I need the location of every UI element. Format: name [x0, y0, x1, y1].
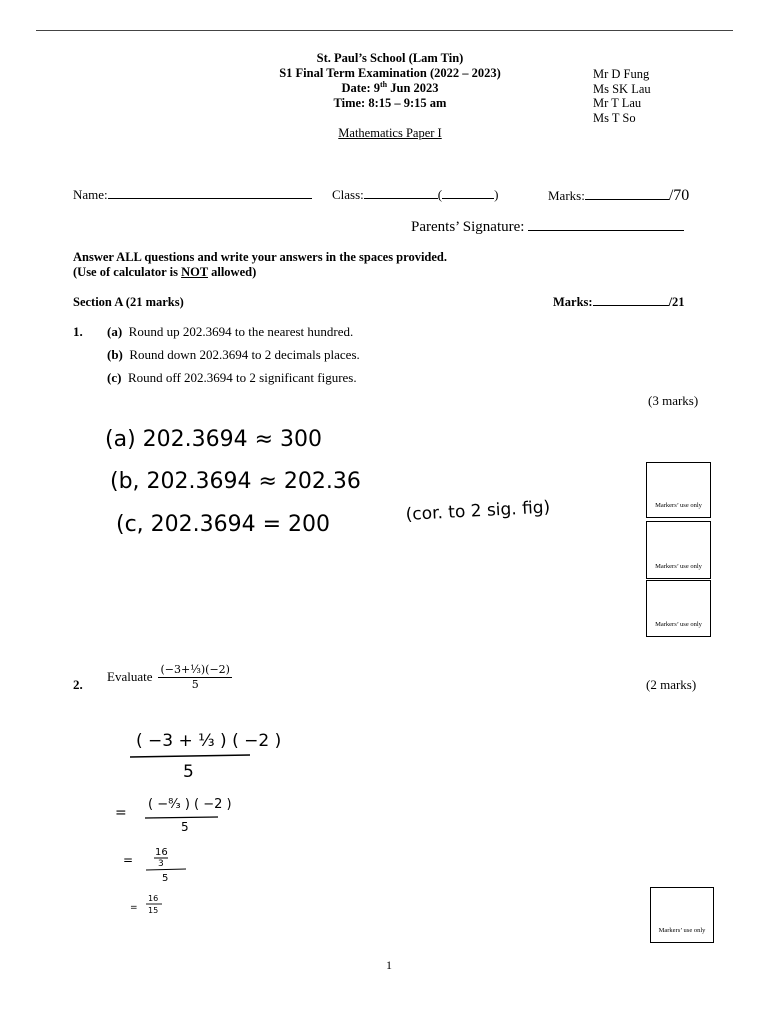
paper-title: Mathematics Paper I [338, 126, 442, 140]
q2-step2-bar [145, 817, 218, 818]
name-field: Name: [73, 187, 312, 203]
q2-step3-den: 5 [162, 873, 169, 884]
q2-step4-eq: = [130, 903, 138, 913]
q2-marks: (2 marks) [646, 677, 697, 692]
q1-number: 1. [73, 324, 83, 339]
exam-title: S1 Final Term Examination (2022 – 2023) [279, 66, 501, 80]
q2-step1-num: ( −3 + ⅓ ) ( −2 ) [136, 731, 282, 751]
q1-part-a: (a) Round up 202.3694 to the nearest hundred. [107, 324, 354, 339]
q2-step3-num-bottom: 3 [158, 859, 164, 869]
q1-marks: (3 marks) [648, 393, 699, 408]
q2-expression: $\frac{\text{(−3+⅓)(−2)}}{5}$ [160, 663, 230, 691]
teacher-name: Mr T Lau [593, 96, 642, 110]
q1-answer-c: (c, 202.3694 = 200 [116, 512, 331, 537]
teacher-name: Ms T So [593, 110, 636, 125]
q2-step3-bar [146, 869, 186, 870]
teacher-name: Ms SK Lau [593, 81, 651, 96]
exam-date: Date: 9th Jun 2023 [341, 80, 439, 95]
q1-answer-c-note: (cor. to 2 sig. fig) [405, 497, 551, 525]
school-name: St. Paul’s School (Lam Tin) [316, 51, 464, 65]
q2-step1-bar [130, 755, 250, 757]
q2-step4-den: 15 [148, 906, 159, 915]
q2-step4-num: 16 [148, 894, 159, 903]
exam-time: Time: 8:15 – 9:15 am [333, 96, 447, 110]
teacher-name: Mr D Fung [593, 67, 650, 81]
q2-prompt: Evaluate $\frac{\text{(−3+⅓)(−2)}}{5}$ [107, 663, 230, 691]
q2-step2-num: ( −⁸⁄₃ ) ( −2 ) [148, 797, 232, 812]
markers-box[interactable]: Markers’ use only [646, 521, 711, 579]
q1-part-b: (b) Round down 202.3694 to 2 decimals places. [107, 347, 360, 362]
signature-field: Parents’ Signature: [411, 217, 684, 236]
q2-step2-eq: = [115, 805, 127, 821]
q1-part-c: (c) Round off 202.3694 to 2 significant figures. [107, 370, 357, 385]
q2-step3-eq: = [123, 853, 134, 867]
page-number: 1 [386, 958, 392, 972]
q2-step2-den: 5 [181, 820, 189, 834]
section-a-marks: Marks: /21 [553, 295, 685, 309]
q2-step1-den: 5 [183, 762, 194, 782]
class-field: Class: ( ) [332, 187, 499, 202]
q1-answer-b: (b, 202.3694 ≈ 202.36 [110, 469, 361, 494]
q1-answer-a: (a) 202.3694 ≈ 300 [105, 427, 323, 452]
instructions: Answer ALL questions and write your answers in the spaces provided. (Use of calculator is NOT allowed) [73, 250, 448, 279]
markers-box[interactable]: Markers’ use only [650, 887, 714, 943]
q2-number: 2. [73, 677, 83, 692]
marks-field: Marks: /70 [548, 187, 690, 204]
markers-box[interactable]: Markers’ use only [646, 580, 711, 637]
section-a-title: Section A (21 marks) [73, 295, 184, 309]
q2-step3-num-top: 16 [155, 847, 168, 858]
markers-box[interactable]: Markers’ use only [646, 462, 711, 518]
